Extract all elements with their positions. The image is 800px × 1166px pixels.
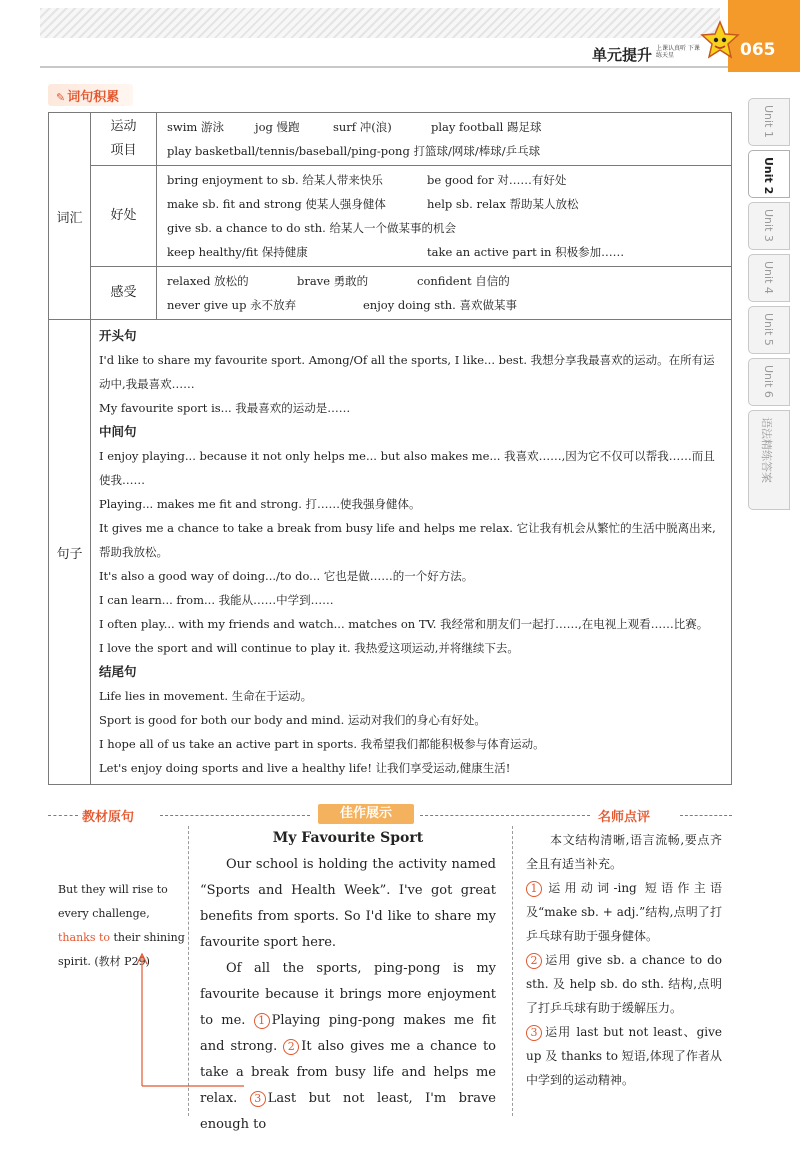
- page-header: [0, 0, 800, 72]
- ending-head: 结尾句: [99, 664, 137, 679]
- vocab-sub-feelings: 感受: [91, 267, 157, 320]
- vocab-item: keep healthy/fit 保持健康: [167, 245, 308, 259]
- sentence-line: I hope all of us take an active part in sports. 我希望我们都能积极参与体育运动。: [99, 737, 545, 751]
- vocab-line: [167, 269, 721, 293]
- sentence-line: Let's enjoy doing sports and live a healthy life! 让我们享受运动,健康生活!: [99, 761, 511, 775]
- opening-head: 开头句: [99, 328, 137, 343]
- original-text: their shining spirit. (教材 P29): [58, 931, 185, 968]
- vocab-item: swim 游泳: [167, 120, 224, 134]
- vocab-line: [167, 192, 721, 216]
- header-stripes: [40, 8, 720, 38]
- tab-unit-1[interactable]: [748, 98, 790, 146]
- tab-unit-3[interactable]: [748, 202, 790, 250]
- bullet-icon: ✎: [56, 91, 66, 104]
- essay-text: Playing ping-pong makes me fit and strong.: [200, 1013, 496, 1054]
- sentence-line: Playing... makes me fit and strong. 打……使我强身健体。: [99, 497, 421, 511]
- essay-body: [200, 852, 496, 1138]
- tab-label: Unit 6: [762, 365, 775, 398]
- section-label-text: 词句积累: [67, 90, 120, 105]
- circled-number: 3: [526, 1025, 542, 1041]
- comment-item: [526, 1020, 722, 1092]
- sentence-line: I can learn... from... 我能从……中学到……: [99, 593, 334, 607]
- circled-number: 2: [526, 953, 542, 969]
- sentence-line: Sport is good for both our body and mind. 运动对我们的身心有好处。: [99, 713, 486, 727]
- tab-unit-4[interactable]: [748, 254, 790, 302]
- vocab-item: give sb. a chance to do sth. 给某人一个做某事的机会: [167, 221, 456, 235]
- middle-head: 中间句: [99, 424, 137, 439]
- vocab-item: help sb. relax 帮助某人放松: [427, 197, 579, 211]
- vocab-benefits-content: [157, 166, 732, 267]
- vocab-item: play basketball/tennis/baseball/ping-pong 打篮球/网球/棒球/乒乓球: [167, 144, 541, 158]
- vocab-line: [167, 240, 721, 264]
- tab-label: Unit 1: [762, 105, 775, 138]
- comment-text: 运用 last but not least、give up 及 thanks to 短语,体现了作者从中学到的运动精神。: [526, 1025, 722, 1087]
- vocab-item: make sb. fit and strong 使某人强身健体: [167, 197, 386, 211]
- header-title: 单元提升: [592, 46, 653, 64]
- sentence-category: 句子: [49, 320, 91, 785]
- tab-label: Unit 4: [762, 261, 775, 294]
- page-number: 065: [740, 40, 776, 60]
- essay-text: Of all the sports, ping-pong is my favourite because it brings more enjoyment to me.: [200, 961, 496, 1028]
- vocab-item: enjoy doing sth. 喜欢做某事: [363, 298, 517, 312]
- essay-title: My Favourite Sport: [272, 830, 424, 846]
- vocab-line: [167, 216, 721, 240]
- vocab-item: play football 踢足球: [431, 120, 542, 134]
- tab-unit-5[interactable]: [748, 306, 790, 354]
- vocab-sentence-table: [48, 112, 732, 785]
- header-subtitle: 上课认真听 下课练天星: [656, 45, 700, 59]
- vocab-sub-sports: 运动项目: [91, 113, 157, 166]
- section-label: [48, 84, 133, 106]
- sentence-line: It gives me a chance to take a break from busy life and helps me relax. 它让我有机会从繁忙的生活中脱离出来,帮助我放松。: [99, 521, 716, 559]
- circled-number: 1: [254, 1013, 270, 1029]
- comment-intro: 本文结构清晰,语言流畅,要点齐全且有适当补充。: [526, 833, 722, 871]
- comment-item: [526, 876, 722, 948]
- vocab-item: never give up 永不放弃: [167, 298, 297, 312]
- tab-label: Unit 2: [762, 157, 775, 195]
- dash-divider: [160, 815, 310, 816]
- sentence-content: [91, 320, 732, 785]
- sentence-line: I enjoy playing... because it not only helps me... but also makes me... 我喜欢……,因为它不仅可以帮我……而且使我……: [99, 449, 715, 487]
- vocab-item: relaxed 放松的: [167, 274, 249, 288]
- vocab-line: [167, 139, 721, 163]
- circled-number: 2: [283, 1039, 299, 1055]
- essay-paragraph: Our school is holding the activity named “Sports and Health Week”. I've got great benefits from sports. So I'd like to share my favourite sport here.: [200, 857, 496, 950]
- circled-number: 1: [526, 881, 542, 897]
- dash-divider: [48, 815, 78, 816]
- vocab-line: [167, 115, 721, 139]
- vocab-item: jog 慢跑: [255, 120, 300, 134]
- vocab-item: be good for 对……有好处: [427, 173, 567, 187]
- vocab-sports-content: [157, 113, 732, 166]
- dash-divider: [680, 815, 732, 816]
- vocab-feelings-content: [157, 267, 732, 320]
- vocab-item: brave 勇敢的: [297, 274, 369, 288]
- column-divider: [512, 826, 513, 1116]
- tab-label: Unit 3: [762, 209, 775, 242]
- vocab-sub-benefits: 好处: [91, 166, 157, 267]
- original-highlight: thanks to: [58, 931, 110, 944]
- teacher-comment-label: 名师点评: [598, 810, 651, 825]
- tab-grammar-answers[interactable]: [748, 410, 790, 510]
- tab-label: 语法精练答案: [760, 417, 773, 483]
- vocab-category: 词汇: [49, 113, 91, 320]
- circled-number: 3: [250, 1091, 266, 1107]
- vocab-item: confident 自信的: [417, 274, 510, 288]
- essay-text: It also gives me a chance to take a break from busy life and helps me relax.: [200, 1039, 496, 1106]
- vocab-line: [167, 168, 721, 192]
- dash-divider: [420, 815, 590, 816]
- sentence-line: Life lies in movement. 生命在于运动。: [99, 689, 313, 703]
- comment-text: 运用动词-ing 短语作主语及“make sb. + adj.”结构,点明了打乒乓球有助于强身健体。: [526, 881, 722, 943]
- sentence-line: I love the sport and will continue to play it. 我热爱这项运动,并将继续下去。: [99, 641, 519, 655]
- original-sentence-label: 教材原句: [82, 810, 135, 825]
- sentence-line: I'd like to share my favourite sport. Among/Of all the sports, I like... best. 我想分享我最喜欢的运动。在所有运动中,我最喜欢……: [99, 353, 715, 391]
- vocab-item: bring enjoyment to sb. 给某人带来快乐: [167, 173, 383, 187]
- tab-unit-6[interactable]: [748, 358, 790, 406]
- sample-essay-label: 佳作展示: [318, 804, 414, 824]
- tab-label: Unit 5: [762, 313, 775, 346]
- sentence-line: It's also a good way of doing.../to do... 它也是做……的一个好方法。: [99, 569, 474, 583]
- teacher-comment: [526, 828, 722, 1092]
- sentence-line: I often play... with my friends and watch... matches on TV. 我经常和朋友们一起打……,在电视上观看……比赛。: [99, 617, 709, 631]
- essay-text: Last but not least, I'm brave enough to: [200, 1091, 496, 1132]
- comment-item: [526, 948, 722, 1020]
- vocab-line: [167, 293, 721, 317]
- vocab-item: surf 冲(浪): [333, 120, 392, 134]
- essay-paragraph: [200, 956, 496, 1138]
- tab-unit-2[interactable]: [748, 150, 790, 198]
- star-mascot-icon: [700, 20, 740, 60]
- vocab-item: take an active part in 积极参加……: [427, 245, 625, 259]
- sentence-line: My favourite sport is... 我最喜欢的运动是……: [99, 401, 351, 415]
- comment-text: 运用 give sb. a chance to do sth. 及 help sb. do sth. 结构,点明了打乒乓球有助于缓解压力。: [526, 953, 722, 1015]
- header-rule: [40, 66, 770, 68]
- original-text: But they will rise to every challenge,: [58, 883, 168, 920]
